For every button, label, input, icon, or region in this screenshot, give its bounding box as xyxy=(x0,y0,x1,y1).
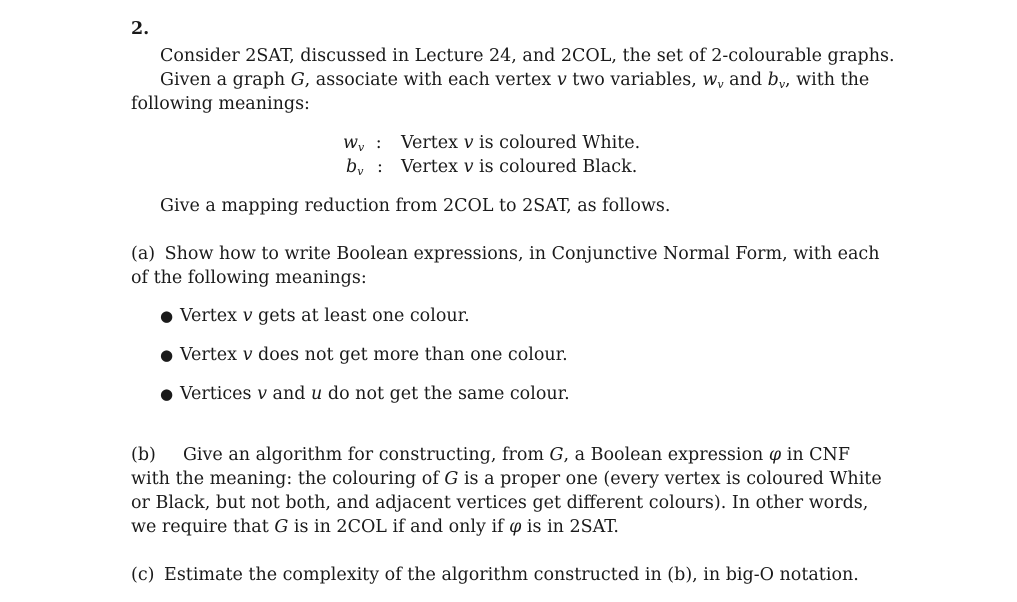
part-c-label: (c) xyxy=(131,565,155,585)
intro-line-3: following meanings: xyxy=(131,94,310,114)
meaning-black: $b_v$ : xyxy=(346,157,383,178)
bullet-item-3: Vertices v and u do not get the same colour. xyxy=(180,384,570,404)
meaning-white: $w_v$ : xyxy=(343,133,382,154)
bullet-icon: ● xyxy=(160,385,174,403)
meaning-black-text: Vertex v is coloured Black. xyxy=(401,157,638,177)
bullet-item-2: Vertex v does not get more than one colour. xyxy=(180,345,568,365)
part-b-line-1: (b) Give an algorithm for constructing, from G, a Boolean expression φ in CNF xyxy=(131,445,850,465)
intro-line-1: Consider 2SAT, discussed in Lecture 24, and 2COL, the set of 2-colourable graphs. xyxy=(160,46,895,66)
bullet-icon: ● xyxy=(160,346,174,364)
part-b-line-2: with the meaning: the colouring of G is a proper one (every vertex is coloured White xyxy=(131,469,882,489)
meaning-white-text: Vertex v is coloured White. xyxy=(401,133,641,153)
part-a-line-1: (a) Show how to write Boolean expressions, in Conjunctive Normal Form, with each xyxy=(131,244,880,264)
problem-number: 2. xyxy=(131,19,150,39)
reduction-sentence: Give a mapping reduction from 2COL to 2SAT, as follows. xyxy=(160,196,671,216)
bullet-item-1: Vertex v gets at least one colour. xyxy=(180,306,470,326)
part-b-label: (b) xyxy=(131,445,156,465)
bullet-icon: ● xyxy=(160,307,174,325)
part-a-line-2: of the following meanings: xyxy=(131,268,367,288)
part-c-line: (c) Estimate the complexity of the algorithm constructed in (b), in big-O notation. xyxy=(131,565,859,585)
part-a-label: (a) xyxy=(131,244,156,264)
intro-line-2-text: Given a graph G, associate with each vertex v two variables, $w_v$ and $b_v$, with the xyxy=(160,70,870,91)
part-b-line-4: we require that G is in 2COL if and only if φ is in 2SAT. xyxy=(131,517,619,537)
part-b-line-3: or Black, but not both, and adjacent vertices get different colours). In other words, xyxy=(131,493,869,513)
